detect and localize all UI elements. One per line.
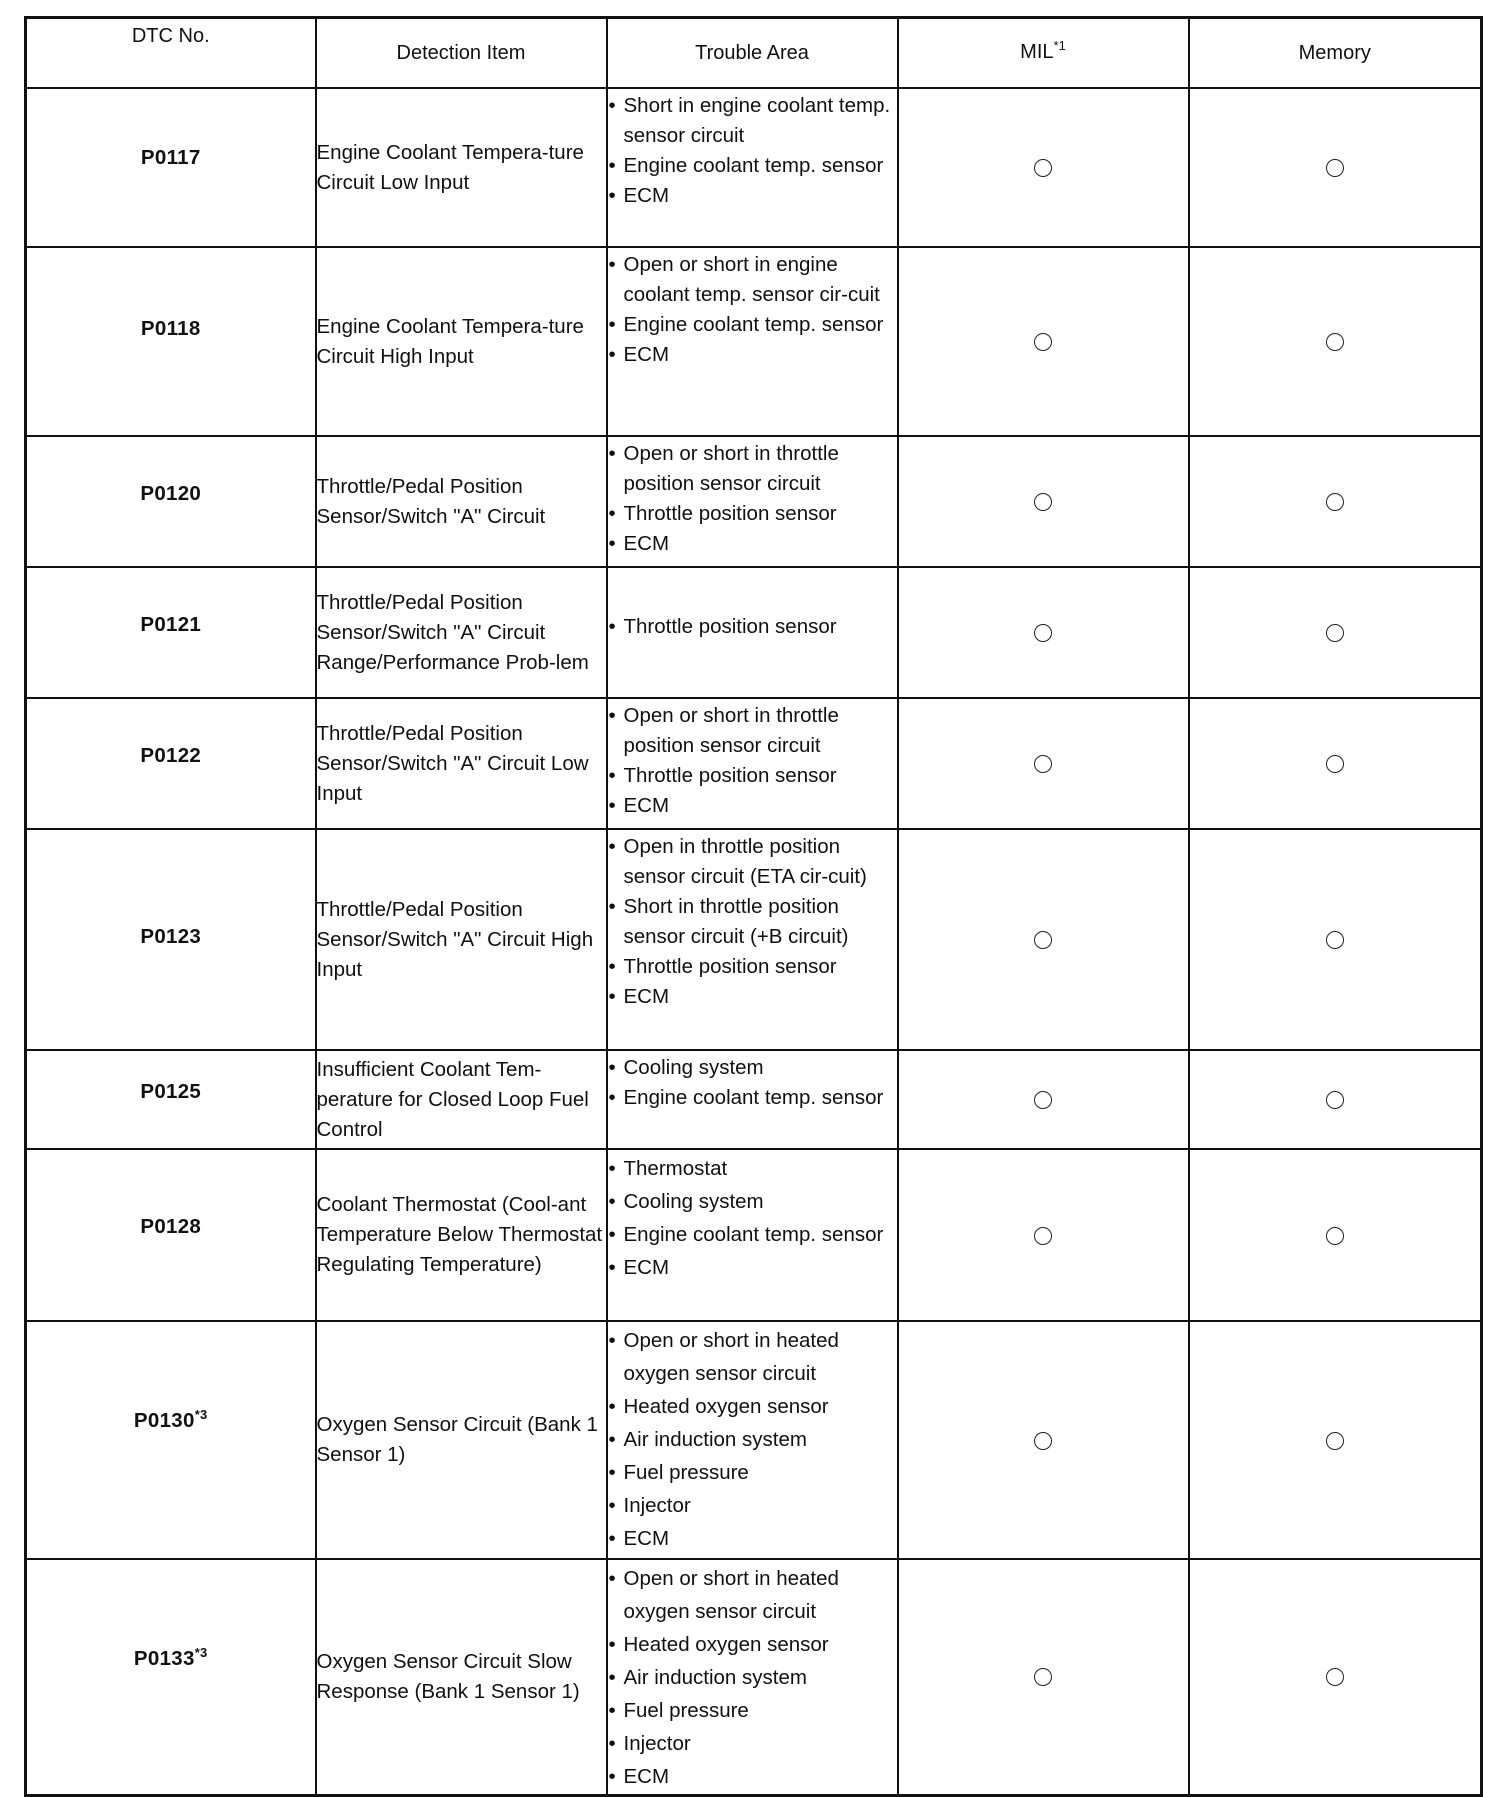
trouble-area-item: • ECM — [608, 982, 897, 1012]
trouble-area-list — [608, 250, 897, 370]
dtc-code-cell — [26, 698, 316, 829]
mil-cell — [898, 247, 1189, 436]
memory-circle-icon — [1326, 755, 1344, 773]
dtc-code-note: *3 — [194, 1407, 208, 1423]
detection-item: Throttle/Pedal Position Sensor/Switch "A" Circuit Low Input — [316, 698, 607, 829]
table-row — [26, 1050, 1482, 1149]
trouble-area-item: • Engine coolant temp. sensor — [608, 310, 897, 340]
trouble-area-item: • Cooling system — [608, 1185, 897, 1218]
header-dtc-no: DTC No. — [26, 18, 316, 89]
mil-circle-icon — [1034, 159, 1052, 177]
trouble-area-item: • Open or short in throttle position sensor circuit — [608, 701, 897, 761]
dtc-code-note: *3 — [194, 1645, 208, 1661]
detection-item: Throttle/Pedal Position Sensor/Switch "A" Circuit High Input — [316, 829, 607, 1050]
dtc-code: P0122 — [140, 744, 202, 767]
trouble-area-item: • ECM — [608, 791, 897, 821]
trouble-area-item: • Throttle position sensor — [608, 612, 897, 642]
trouble-area-item: • Heated oxygen sensor — [608, 1628, 897, 1661]
dtc-code-cell — [26, 1321, 316, 1559]
memory-cell — [1189, 829, 1482, 1050]
memory-cell — [1189, 698, 1482, 829]
dtc-code: P0133 — [133, 1647, 195, 1670]
table-row — [26, 567, 1482, 698]
trouble-area-item: • Cooling system — [608, 1053, 897, 1083]
trouble-area-cell — [607, 829, 898, 1050]
mil-cell — [898, 567, 1189, 698]
dtc-code: P0120 — [140, 482, 202, 505]
memory-cell — [1189, 1559, 1482, 1795]
header-trouble-area: Trouble Area — [607, 18, 898, 89]
memory-cell — [1189, 1050, 1482, 1149]
detection-item: Throttle/Pedal Position Sensor/Switch "A" Circuit — [316, 436, 607, 567]
trouble-area-item: • Open or short in heated oxygen sensor circuit — [608, 1324, 897, 1390]
trouble-area-list — [608, 1053, 897, 1113]
dtc-code: P0128 — [140, 1215, 202, 1238]
dtc-code: P0125 — [140, 1080, 202, 1103]
trouble-area-list — [608, 1324, 897, 1555]
trouble-area-item: • Air induction system — [608, 1423, 897, 1456]
trouble-area-list — [608, 439, 897, 559]
memory-circle-icon — [1326, 931, 1344, 949]
trouble-area-cell — [607, 1321, 898, 1559]
table-row — [26, 829, 1482, 1050]
mil-circle-icon — [1034, 624, 1052, 642]
trouble-area-list — [608, 832, 897, 1012]
table-row — [26, 1559, 1482, 1795]
memory-circle-icon — [1326, 1227, 1344, 1245]
dtc-code: P0121 — [140, 613, 202, 636]
trouble-area-item: • Short in engine coolant temp. sensor circuit — [608, 91, 897, 151]
mil-circle-icon — [1034, 1432, 1052, 1450]
trouble-area-list — [608, 1152, 897, 1284]
trouble-area-item: • Air induction system — [608, 1661, 897, 1694]
trouble-area-item: • Injector — [608, 1489, 897, 1522]
trouble-area-item: • Open or short in heated oxygen sensor circuit — [608, 1562, 897, 1628]
mil-circle-icon — [1034, 755, 1052, 773]
dtc-code: P0117 — [140, 146, 201, 169]
memory-cell — [1189, 88, 1482, 247]
memory-cell — [1189, 1321, 1482, 1559]
trouble-area-cell — [607, 698, 898, 829]
detection-item: Engine Coolant Tempera-ture Circuit Low Input — [316, 88, 607, 247]
mil-circle-icon — [1034, 333, 1052, 351]
trouble-area-list — [608, 91, 897, 211]
trouble-area-item: • ECM — [608, 1760, 897, 1793]
mil-circle-icon — [1034, 931, 1052, 949]
table-row — [26, 698, 1482, 829]
dtc-code: P0123 — [140, 925, 202, 948]
mil-circle-icon — [1034, 1668, 1052, 1686]
trouble-area-item: • ECM — [608, 340, 897, 370]
header-mil-label: MIL — [1020, 41, 1054, 63]
trouble-area-cell — [607, 436, 898, 567]
trouble-area-item: • Fuel pressure — [608, 1694, 897, 1727]
table-row — [26, 436, 1482, 567]
trouble-area-item: • Engine coolant temp. sensor — [608, 1218, 897, 1251]
trouble-area-cell — [607, 1149, 898, 1321]
header-mil — [898, 18, 1189, 89]
header-row — [26, 18, 1482, 89]
mil-cell — [898, 436, 1189, 567]
trouble-area-item: • Throttle position sensor — [608, 952, 897, 982]
detection-item: Throttle/Pedal Position Sensor/Switch "A" Circuit Range/Performance Prob-lem — [316, 567, 607, 698]
trouble-area-cell — [607, 567, 898, 698]
memory-circle-icon — [1326, 159, 1344, 177]
dtc-code-cell — [26, 88, 316, 247]
detection-item: Insufficient Coolant Tem-perature for Closed Loop Fuel Control — [316, 1050, 607, 1149]
trouble-area-item: • Fuel pressure — [608, 1456, 897, 1489]
detection-item: Oxygen Sensor Circuit Slow Response (Bank 1 Sensor 1) — [316, 1559, 607, 1795]
mil-cell — [898, 1050, 1189, 1149]
header-mil-note: *1 — [1053, 38, 1066, 53]
mil-circle-icon — [1034, 493, 1052, 511]
dtc-code-cell — [26, 1559, 316, 1795]
mil-cell — [898, 1559, 1189, 1795]
mil-cell — [898, 1321, 1189, 1559]
trouble-area-item: • Open in throttle position sensor circuit (ETA cir-cuit) — [608, 832, 897, 892]
dtc-code-cell — [26, 436, 316, 567]
detection-item: Engine Coolant Tempera-ture Circuit High Input — [316, 247, 607, 436]
trouble-area-item: • Open or short in throttle position sensor circuit — [608, 439, 897, 499]
header-memory: Memory — [1189, 18, 1482, 89]
trouble-area-item: • Engine coolant temp. sensor — [608, 1083, 897, 1113]
trouble-area-item: • Heated oxygen sensor — [608, 1390, 897, 1423]
trouble-area-item: • ECM — [608, 1522, 897, 1555]
table-row — [26, 247, 1482, 436]
trouble-area-item: • Open or short in engine coolant temp. sensor cir-cuit — [608, 250, 897, 310]
table-body — [26, 88, 1482, 1795]
header-detection-item: Detection Item — [316, 18, 607, 89]
trouble-area-cell — [607, 247, 898, 436]
trouble-area-item: • Throttle position sensor — [608, 499, 897, 529]
memory-cell — [1189, 247, 1482, 436]
detection-item: Oxygen Sensor Circuit (Bank 1 Sensor 1) — [316, 1321, 607, 1559]
detection-item: Coolant Thermostat (Cool-ant Temperature Below Thermostat Regulating Temperature) — [316, 1149, 607, 1321]
dtc-code-cell — [26, 1050, 316, 1149]
dtc-code-cell — [26, 829, 316, 1050]
dtc-table — [24, 16, 1483, 1797]
trouble-area-cell — [607, 88, 898, 247]
memory-cell — [1189, 436, 1482, 567]
dtc-code-cell — [26, 567, 316, 698]
dtc-code: P0118 — [140, 317, 201, 340]
trouble-area-item: • ECM — [608, 1251, 897, 1284]
memory-circle-icon — [1326, 493, 1344, 511]
table-row — [26, 1149, 1482, 1321]
trouble-area-item: • ECM — [608, 529, 897, 559]
mil-circle-icon — [1034, 1227, 1052, 1245]
memory-circle-icon — [1326, 1668, 1344, 1686]
trouble-area-item: • Injector — [608, 1727, 897, 1760]
memory-circle-icon — [1326, 333, 1344, 351]
trouble-area-item: • Short in throttle position sensor circuit (+B circuit) — [608, 892, 897, 952]
table-row — [26, 88, 1482, 247]
mil-cell — [898, 698, 1189, 829]
trouble-area-item: • Thermostat — [608, 1152, 897, 1185]
memory-circle-icon — [1326, 1091, 1344, 1109]
mil-cell — [898, 829, 1189, 1050]
trouble-area-item: • Throttle position sensor — [608, 761, 897, 791]
trouble-area-list — [608, 1562, 897, 1793]
mil-cell — [898, 1149, 1189, 1321]
trouble-area-list — [608, 701, 897, 821]
trouble-area-item: • ECM — [608, 181, 897, 211]
trouble-area-cell — [607, 1050, 898, 1149]
dtc-code: P0130 — [133, 1409, 195, 1432]
trouble-area-cell — [607, 1559, 898, 1795]
trouble-area-item: • Engine coolant temp. sensor — [608, 151, 897, 181]
memory-cell — [1189, 1149, 1482, 1321]
table-row — [26, 1321, 1482, 1559]
dtc-code-cell — [26, 1149, 316, 1321]
memory-circle-icon — [1326, 624, 1344, 642]
dtc-code-cell — [26, 247, 316, 436]
memory-circle-icon — [1326, 1432, 1344, 1450]
mil-cell — [898, 88, 1189, 247]
mil-circle-icon — [1034, 1091, 1052, 1109]
memory-cell — [1189, 567, 1482, 698]
trouble-area-list — [608, 612, 897, 642]
